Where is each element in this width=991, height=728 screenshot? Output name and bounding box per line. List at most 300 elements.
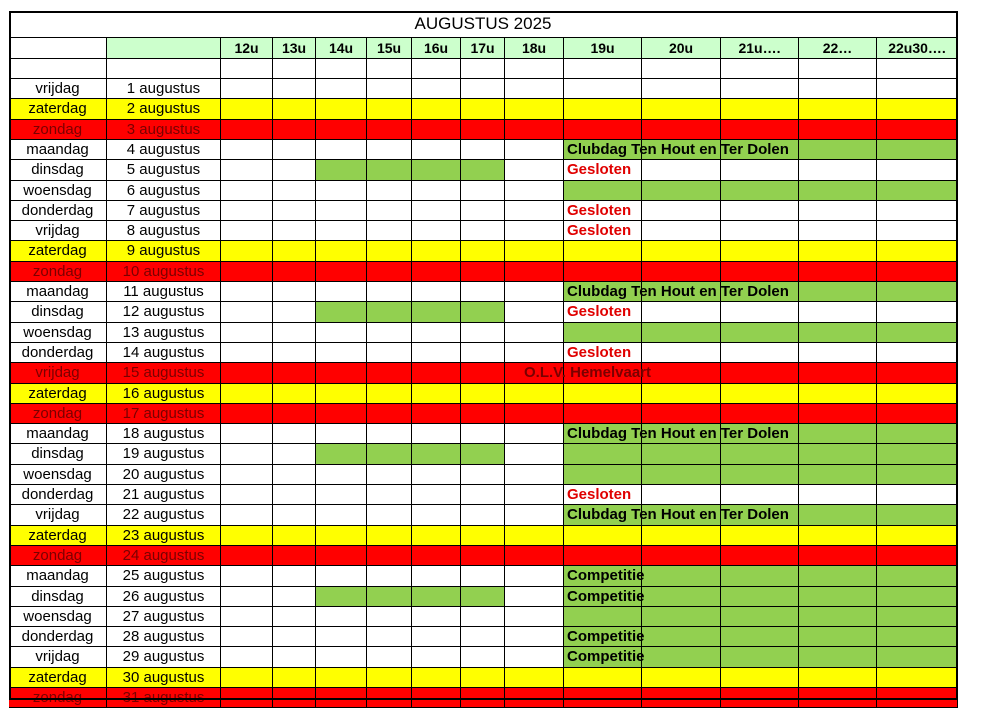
day-name-cell: vrijdag — [9, 363, 107, 384]
time-slot-cell — [505, 505, 564, 526]
time-slot-cell — [642, 627, 721, 647]
time-slot-cell — [461, 607, 505, 627]
time-slot-cell — [877, 688, 958, 708]
time-slot-cell — [273, 404, 316, 424]
time-slot-cell — [221, 627, 273, 647]
time-slot-cell — [877, 221, 958, 241]
time-slot-cell — [273, 546, 316, 566]
time-slot-cell — [221, 282, 273, 302]
day-name-cell: vrijdag — [9, 221, 107, 241]
time-slot-cell — [721, 465, 799, 485]
time-slot-cell — [505, 688, 564, 708]
time-slot-cell — [642, 424, 721, 444]
time-slot-cell — [412, 241, 461, 262]
time-slot-cell — [221, 424, 273, 444]
time-slot-cell — [721, 607, 799, 627]
day-name-cell: woensdag — [9, 607, 107, 627]
time-slot-cell — [367, 587, 412, 607]
time-slot-cell — [564, 607, 642, 627]
time-slot-cell — [721, 505, 799, 526]
time-slot-cell — [412, 627, 461, 647]
time-slot-cell — [221, 505, 273, 526]
time-slot-cell — [877, 282, 958, 302]
time-slot-cell — [461, 465, 505, 485]
time-slot-cell — [221, 323, 273, 343]
day-name-cell: vrijdag — [9, 505, 107, 526]
time-slot-cell — [273, 566, 316, 587]
header-hour-9: 20u — [642, 38, 721, 59]
time-slot-cell — [367, 485, 412, 505]
day-name-cell: woensdag — [9, 323, 107, 343]
time-slot-cell — [367, 647, 412, 668]
date-cell: 30 augustus — [107, 668, 221, 688]
header-hour-8: 19u — [564, 38, 642, 59]
time-slot-cell — [799, 424, 877, 444]
time-slot-cell — [221, 546, 273, 566]
time-slot-cell — [367, 241, 412, 262]
time-slot-cell — [721, 221, 799, 241]
time-slot-cell — [505, 546, 564, 566]
time-slot-cell — [461, 688, 505, 708]
header-hour-6: 17u — [461, 38, 505, 59]
day-name-cell: dinsdag — [9, 587, 107, 607]
time-slot-cell — [642, 282, 721, 302]
slot-label: Gesloten — [567, 303, 632, 320]
day-name-cell: zaterdag — [9, 668, 107, 688]
time-slot-cell — [412, 221, 461, 241]
time-slot-cell — [273, 688, 316, 708]
time-slot-cell — [721, 201, 799, 221]
time-slot-cell — [642, 363, 721, 384]
time-slot-cell — [564, 302, 642, 323]
time-slot-cell — [367, 79, 412, 99]
time-slot-cell — [316, 627, 367, 647]
time-slot-cell — [461, 668, 505, 688]
time-slot-cell — [505, 99, 564, 120]
time-slot-cell — [642, 384, 721, 404]
blank-cell — [367, 59, 412, 79]
date-cell: 25 augustus — [107, 566, 221, 587]
time-slot-cell — [721, 343, 799, 363]
time-slot-cell — [221, 201, 273, 221]
header-hour-12: 22u30…. — [877, 38, 958, 59]
time-slot-cell — [412, 566, 461, 587]
time-slot-cell — [564, 668, 642, 688]
time-slot-cell — [642, 99, 721, 120]
time-slot-cell — [412, 444, 461, 465]
time-slot-cell — [721, 181, 799, 201]
time-slot-cell — [877, 241, 958, 262]
time-slot-cell — [367, 546, 412, 566]
time-slot-cell — [316, 201, 367, 221]
time-slot-cell — [505, 647, 564, 668]
time-slot-cell — [316, 140, 367, 160]
time-slot-cell — [273, 140, 316, 160]
time-slot-cell — [273, 79, 316, 99]
day-name-cell: zondag — [9, 262, 107, 282]
time-slot-cell — [799, 79, 877, 99]
time-slot-cell — [721, 79, 799, 99]
time-slot-cell — [642, 79, 721, 99]
time-slot-cell — [316, 262, 367, 282]
date-cell: 18 augustus — [107, 424, 221, 444]
time-slot-cell — [799, 566, 877, 587]
time-slot-cell — [273, 262, 316, 282]
time-slot-cell — [367, 120, 412, 140]
blank-cell — [564, 59, 642, 79]
time-slot-cell — [461, 627, 505, 647]
slot-label: Clubdag Ten Hout en Ter Dolen — [567, 141, 789, 158]
time-slot-cell — [316, 79, 367, 99]
time-slot-cell — [721, 302, 799, 323]
time-slot-cell — [316, 465, 367, 485]
time-slot-cell — [505, 485, 564, 505]
time-slot-cell — [221, 647, 273, 668]
time-slot-cell — [221, 444, 273, 465]
time-slot-cell — [505, 363, 564, 384]
slot-label: Competitie — [567, 588, 645, 605]
time-slot-cell — [799, 262, 877, 282]
time-slot-cell — [412, 526, 461, 546]
time-slot-cell — [316, 363, 367, 384]
time-slot-cell — [564, 181, 642, 201]
time-slot-cell — [721, 587, 799, 607]
time-slot-cell — [367, 262, 412, 282]
time-slot-cell — [642, 241, 721, 262]
time-slot-cell — [721, 323, 799, 343]
slot-label: O.L.V. Hemelvaart — [523, 364, 651, 381]
time-slot-cell — [721, 444, 799, 465]
time-slot-cell — [273, 201, 316, 221]
time-slot-cell — [412, 323, 461, 343]
time-slot-cell — [642, 607, 721, 627]
time-slot-cell — [799, 323, 877, 343]
time-slot-cell — [564, 79, 642, 99]
slot-label: Gesloten — [567, 344, 632, 361]
time-slot-cell — [412, 120, 461, 140]
time-slot-cell — [642, 181, 721, 201]
date-cell: 28 augustus — [107, 627, 221, 647]
time-slot-cell — [799, 120, 877, 140]
time-slot-cell — [367, 688, 412, 708]
time-slot-cell — [273, 363, 316, 384]
time-slot-cell — [461, 160, 505, 181]
time-slot-cell — [564, 424, 642, 444]
time-slot-cell — [799, 404, 877, 424]
day-name-cell: dinsdag — [9, 302, 107, 323]
time-slot-cell — [799, 160, 877, 181]
time-slot-cell — [642, 505, 721, 526]
time-slot-cell — [564, 221, 642, 241]
time-slot-cell — [877, 566, 958, 587]
time-slot-cell — [564, 404, 642, 424]
date-cell: 15 augustus — [107, 363, 221, 384]
time-slot-cell — [461, 201, 505, 221]
time-slot-cell — [799, 485, 877, 505]
time-slot-cell — [564, 323, 642, 343]
time-slot-cell — [564, 343, 642, 363]
time-slot-cell — [461, 262, 505, 282]
time-slot-cell — [505, 607, 564, 627]
time-slot-cell — [721, 241, 799, 262]
time-slot-cell — [273, 99, 316, 120]
time-slot-cell — [273, 526, 316, 546]
time-slot-cell — [461, 221, 505, 241]
time-slot-cell — [367, 526, 412, 546]
time-slot-cell — [461, 302, 505, 323]
time-slot-cell — [642, 526, 721, 546]
day-name-cell: woensdag — [9, 181, 107, 201]
time-slot-cell — [316, 302, 367, 323]
time-slot-cell — [461, 587, 505, 607]
time-slot-cell — [273, 302, 316, 323]
time-slot-cell — [721, 363, 799, 384]
time-slot-cell — [412, 302, 461, 323]
time-slot-cell — [799, 201, 877, 221]
time-slot-cell — [273, 465, 316, 485]
time-slot-cell — [273, 181, 316, 201]
time-slot-cell — [505, 627, 564, 647]
blank-cell — [316, 59, 367, 79]
time-slot-cell — [564, 140, 642, 160]
time-slot-cell — [799, 343, 877, 363]
time-slot-cell — [367, 384, 412, 404]
day-name-cell: zondag — [9, 688, 107, 708]
time-slot-cell — [367, 444, 412, 465]
time-slot-cell — [367, 160, 412, 181]
day-name-cell: donderdag — [9, 627, 107, 647]
time-slot-cell — [412, 505, 461, 526]
date-cell: 17 augustus — [107, 404, 221, 424]
time-slot-cell — [221, 404, 273, 424]
time-slot-cell — [221, 526, 273, 546]
time-slot-cell — [461, 526, 505, 546]
day-name-cell: dinsdag — [9, 160, 107, 181]
time-slot-cell — [505, 120, 564, 140]
time-slot-cell — [412, 647, 461, 668]
blank-cell — [412, 59, 461, 79]
date-cell: 13 augustus — [107, 323, 221, 343]
date-cell: 31 augustus — [107, 688, 221, 708]
time-slot-cell — [316, 485, 367, 505]
time-slot-cell — [799, 668, 877, 688]
day-name-cell: dinsdag — [9, 444, 107, 465]
time-slot-cell — [367, 404, 412, 424]
time-slot-cell — [799, 221, 877, 241]
time-slot-cell — [877, 140, 958, 160]
time-slot-cell — [412, 201, 461, 221]
time-slot-cell — [412, 688, 461, 708]
time-slot-cell — [461, 424, 505, 444]
time-slot-cell — [316, 221, 367, 241]
time-slot-cell — [799, 302, 877, 323]
time-slot-cell — [642, 485, 721, 505]
time-slot-cell — [412, 465, 461, 485]
time-slot-cell — [505, 384, 564, 404]
time-slot-cell — [877, 384, 958, 404]
time-slot-cell — [799, 607, 877, 627]
time-slot-cell — [564, 363, 642, 384]
time-slot-cell — [877, 343, 958, 363]
time-slot-cell — [412, 587, 461, 607]
time-slot-cell — [564, 587, 642, 607]
time-slot-cell — [564, 384, 642, 404]
time-slot-cell — [221, 99, 273, 120]
header-hour-5: 16u — [412, 38, 461, 59]
blank-cell — [877, 59, 958, 79]
time-slot-cell — [221, 668, 273, 688]
time-slot-cell — [721, 526, 799, 546]
time-slot-cell — [221, 181, 273, 201]
time-slot-cell — [505, 241, 564, 262]
time-slot-cell — [799, 282, 877, 302]
slot-label: Competitie — [567, 567, 645, 584]
time-slot-cell — [412, 160, 461, 181]
time-slot-cell — [221, 262, 273, 282]
time-slot-cell — [877, 404, 958, 424]
time-slot-cell — [877, 99, 958, 120]
date-cell: 12 augustus — [107, 302, 221, 323]
time-slot-cell — [461, 99, 505, 120]
time-slot-cell — [273, 384, 316, 404]
time-slot-cell — [412, 668, 461, 688]
time-slot-cell — [412, 404, 461, 424]
time-slot-cell — [273, 241, 316, 262]
time-slot-cell — [316, 526, 367, 546]
time-slot-cell — [505, 668, 564, 688]
slot-label: Clubdag Ten Hout en Ter Dolen — [567, 283, 789, 300]
time-slot-cell — [564, 505, 642, 526]
time-slot-cell — [564, 444, 642, 465]
time-slot-cell — [367, 465, 412, 485]
time-slot-cell — [505, 140, 564, 160]
time-slot-cell — [877, 444, 958, 465]
time-slot-cell — [877, 485, 958, 505]
header-hour-3: 14u — [316, 38, 367, 59]
time-slot-cell — [221, 566, 273, 587]
time-slot-cell — [505, 181, 564, 201]
time-slot-cell — [412, 424, 461, 444]
time-slot-cell — [564, 99, 642, 120]
time-slot-cell — [642, 587, 721, 607]
time-slot-cell — [273, 587, 316, 607]
time-slot-cell — [461, 384, 505, 404]
day-name-cell: zaterdag — [9, 99, 107, 120]
blank-cell — [721, 59, 799, 79]
time-slot-cell — [461, 282, 505, 302]
time-slot-cell — [505, 282, 564, 302]
time-slot-cell — [877, 647, 958, 668]
time-slot-cell — [721, 566, 799, 587]
time-slot-cell — [505, 262, 564, 282]
header-date-cell — [107, 38, 221, 59]
time-slot-cell — [316, 688, 367, 708]
time-slot-cell — [505, 201, 564, 221]
time-slot-cell — [221, 485, 273, 505]
time-slot-cell — [367, 566, 412, 587]
time-slot-cell — [721, 485, 799, 505]
time-slot-cell — [877, 302, 958, 323]
time-slot-cell — [316, 424, 367, 444]
time-slot-cell — [505, 221, 564, 241]
slot-label: Clubdag Ten Hout en Ter Dolen — [567, 506, 789, 523]
time-slot-cell — [461, 647, 505, 668]
time-slot-cell — [221, 587, 273, 607]
time-slot-cell — [877, 363, 958, 384]
time-slot-cell — [721, 262, 799, 282]
time-slot-cell — [877, 546, 958, 566]
date-cell: 1 augustus — [107, 79, 221, 99]
time-slot-cell — [461, 120, 505, 140]
time-slot-cell — [316, 282, 367, 302]
time-slot-cell — [316, 384, 367, 404]
blank-cell — [461, 59, 505, 79]
header-hour-10: 21u…. — [721, 38, 799, 59]
time-slot-cell — [367, 627, 412, 647]
time-slot-cell — [799, 587, 877, 607]
time-slot-cell — [316, 241, 367, 262]
day-name-cell: zondag — [9, 120, 107, 140]
day-name-cell: vrijdag — [9, 79, 107, 99]
time-slot-cell — [367, 140, 412, 160]
time-slot-cell — [412, 262, 461, 282]
time-slot-cell — [461, 505, 505, 526]
blank-cell — [9, 59, 107, 79]
day-name-cell: vrijdag — [9, 647, 107, 668]
time-slot-cell — [273, 160, 316, 181]
time-slot-cell — [221, 120, 273, 140]
time-slot-cell — [642, 566, 721, 587]
time-slot-cell — [316, 120, 367, 140]
time-slot-cell — [412, 485, 461, 505]
time-slot-cell — [564, 627, 642, 647]
time-slot-cell — [505, 465, 564, 485]
day-name-cell: zaterdag — [9, 241, 107, 262]
time-slot-cell — [316, 99, 367, 120]
time-slot-cell — [367, 221, 412, 241]
blank-cell — [221, 59, 273, 79]
time-slot-cell — [316, 343, 367, 363]
time-slot-cell — [221, 607, 273, 627]
time-slot-cell — [367, 668, 412, 688]
header-hour-2: 13u — [273, 38, 316, 59]
time-slot-cell — [721, 668, 799, 688]
time-slot-cell — [273, 343, 316, 363]
time-slot-cell — [505, 404, 564, 424]
slot-label: Competitie — [567, 628, 645, 645]
time-slot-cell — [564, 566, 642, 587]
date-cell: 11 augustus — [107, 282, 221, 302]
time-slot-cell — [642, 465, 721, 485]
time-slot-cell — [316, 566, 367, 587]
time-slot-cell — [505, 566, 564, 587]
date-cell: 29 augustus — [107, 647, 221, 668]
time-slot-cell — [642, 221, 721, 241]
time-slot-cell — [273, 424, 316, 444]
day-name-cell: donderdag — [9, 201, 107, 221]
time-slot-cell — [877, 668, 958, 688]
slot-label: Clubdag Ten Hout en Ter Dolen — [567, 425, 789, 442]
time-slot-cell — [877, 587, 958, 607]
time-slot-cell — [877, 424, 958, 444]
time-slot-cell — [273, 627, 316, 647]
time-slot-cell — [461, 444, 505, 465]
time-slot-cell — [799, 140, 877, 160]
time-slot-cell — [877, 120, 958, 140]
time-slot-cell — [721, 627, 799, 647]
time-slot-cell — [799, 627, 877, 647]
date-cell: 23 augustus — [107, 526, 221, 546]
